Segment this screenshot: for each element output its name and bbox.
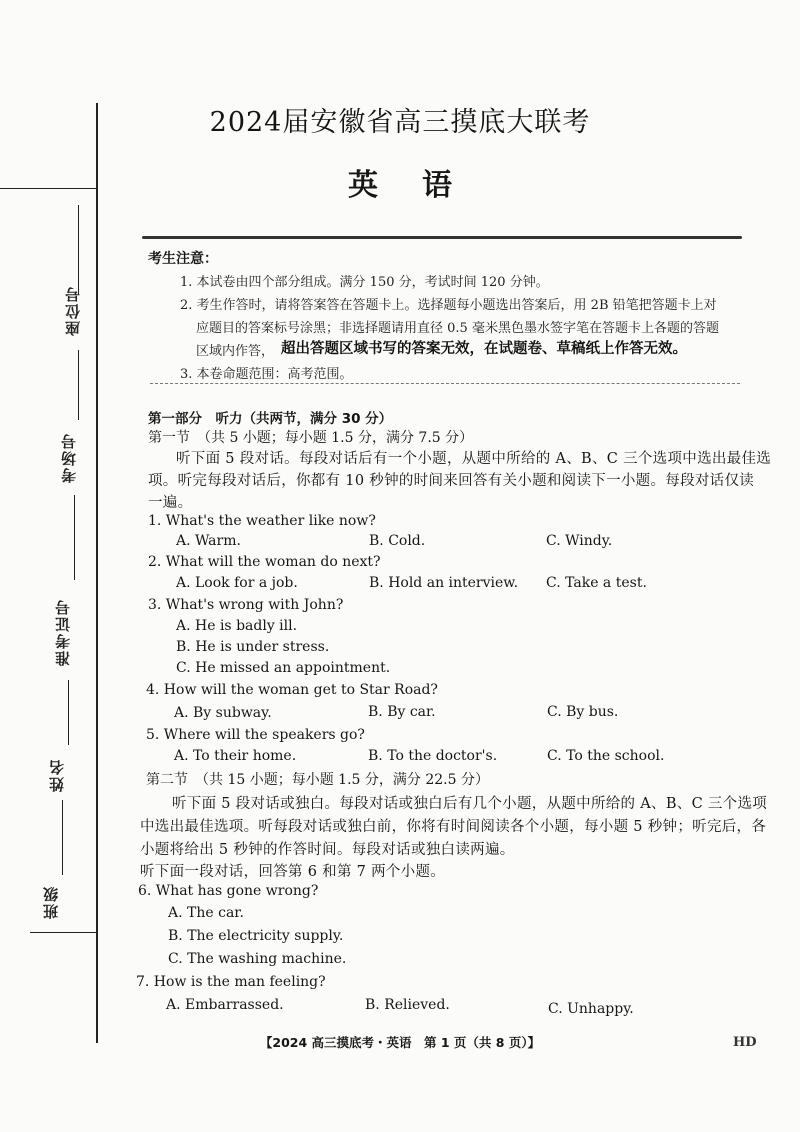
notice-line-2: 2. 考生作答时，请将答案答在答题卡上。选择题每小题选出答案后，用 2B 铅笔把答题卡上对 — [180, 298, 717, 313]
ticket-blank — [68, 680, 69, 745]
q1-option-c: C. Windy. — [546, 533, 613, 549]
page-footer: 【2024 高三摸底考・英语 第 1 页（共 8 页）】 — [259, 1035, 541, 1050]
name-blank — [62, 800, 63, 875]
q7-option-a: A. Embarrassed. — [166, 997, 284, 1013]
question-2: 2. What will the woman do next? — [148, 554, 381, 570]
q4-option-c: C. By bus. — [547, 704, 619, 720]
notice-line-1: 1. 本试卷由四个部分组成。满分 150 分，考试时间 120 分钟。 — [180, 275, 549, 290]
section1-heading: 第一节 （共 5 小题；每小题 1.5 分，满分 7.5 分） — [148, 430, 474, 446]
section2-instructions-3: 小题将给出 5 秒钟的作答时间。每段对话或独白读两遍。 — [140, 842, 515, 858]
section2-instructions-1: 听下面 5 段对话或独白。每段对话或独白后有几个小题，从题中所给的 A、B、C 三个选项 — [172, 796, 768, 812]
question-5: 5. Where will the speakers go? — [146, 727, 365, 743]
binding-line-outer — [96, 103, 98, 1043]
q2-option-b: B. Hold an interview. — [369, 575, 519, 591]
q5-option-b: B. To the doctor's. — [368, 748, 498, 764]
q3-option-b: B. He is under stress. — [176, 639, 330, 655]
section1-instructions-1: 听下面 5 段对话。每段对话后有一个小题，从题中所给的 A、B、C 三个选项中选出最佳选 — [176, 451, 772, 467]
seat-blank — [78, 205, 79, 295]
question-6: 6. What has gone wrong? — [138, 883, 319, 899]
q2-option-a: A. Look for a job. — [176, 575, 298, 591]
q4-option-a: A. By subway. — [174, 705, 272, 721]
seat-blank-2 — [78, 350, 79, 420]
part1-heading: 第一部分 听力（共两节，满分 30 分） — [148, 411, 393, 427]
q7-option-c: C. Unhappy. — [548, 1001, 634, 1017]
section1-instructions-2: 项。听完每段对话后，你都有 10 秒钟的时间来回答有关小题和阅读下一小题。每段对话仅读 — [148, 473, 755, 489]
seat-number-label: 座位号 — [64, 285, 82, 336]
section2-instructions-2: 中选出最佳选项。听每段对话或独白前，你将有时间阅读各个小题，每小题 5 秒钟；听完后，各 — [140, 819, 767, 835]
q6-option-b: B. The electricity supply. — [168, 928, 344, 944]
notice-top-rule — [142, 236, 742, 239]
notice-line-4-emphasis: 超出答题区域书写的答案无效，在试题卷、草稿纸上作答无效。 — [281, 341, 687, 357]
room-blank — [74, 495, 75, 580]
q2-option-c: C. Take a test. — [546, 575, 647, 591]
q1-option-a: A. Warm. — [176, 533, 241, 549]
question-4: 4. How will the woman get to Star Road? — [146, 682, 438, 698]
binding-line-bottom — [30, 932, 96, 933]
question-3: 3. What's wrong with John? — [148, 597, 344, 613]
ticket-number-label: 准考证号 — [54, 598, 72, 666]
q1-option-b: B. Cold. — [369, 533, 426, 549]
section2-heading: 第二节 （共 15 小题；每小题 1.5 分，满分 22.5 分） — [146, 772, 489, 788]
q5-option-c: C. To the school. — [547, 748, 665, 764]
notice-bottom-rule — [150, 383, 740, 384]
q6-option-c: C. The washing machine. — [168, 951, 347, 967]
subject-title: 英语 — [348, 168, 496, 203]
q7-option-b: B. Relieved. — [365, 997, 450, 1013]
section1-instructions-3: 一遍。 — [148, 495, 193, 511]
q3-option-c: C. He missed an appointment. — [176, 660, 391, 676]
exam-title: 2024届安徽省高三摸底大联考 — [209, 107, 591, 138]
question-1: 1. What's the weather like now? — [148, 513, 376, 529]
notice-line-3: 应题目的答案标号涂黑；非选择题请用直径 0.5 毫米黑色墨水签字笔在答题卡上各题的答题 — [196, 321, 719, 336]
notice-title: 考生注意： — [148, 251, 218, 267]
q3-option-a: A. He is badly ill. — [176, 618, 298, 634]
class-label: 班级 — [42, 885, 60, 919]
q6-option-a: A. The car. — [168, 905, 244, 921]
notice-line-5: 3. 本卷命题范围：高考范围。 — [180, 367, 353, 382]
exam-room-label: 考场号 — [60, 432, 78, 483]
question-7: 7. How is the man feeling? — [136, 974, 326, 990]
corner-mark: HD — [733, 1035, 757, 1050]
notice-line-4: 区域内作答， — [196, 344, 275, 359]
section2-lead: 听下面一段对话，回答第 6 和第 7 两个小题。 — [140, 864, 446, 880]
name-label: 姓名 — [48, 758, 66, 792]
q5-option-a: A. To their home. — [174, 748, 297, 764]
q4-option-b: B. By car. — [368, 704, 436, 720]
